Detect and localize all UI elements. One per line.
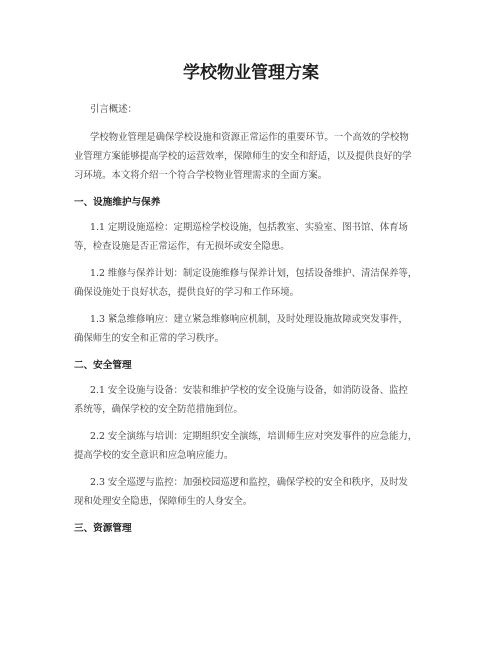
page-title: 学校物业管理方案 xyxy=(183,63,319,83)
paragraph-1-3: 1.3 紧急维修响应：建立紧急维修响应机制，及时处理设施故障或突发事件， 确保师生的安全和正常的学习秩序。 xyxy=(74,314,408,344)
section-heading-facilities: 一、设施维护与保养 xyxy=(74,197,161,208)
paragraph-2-2: 2.2 安全演练与培训：定期组织安全演练，培训师生应对突发事件的应急能力， 提高学校的安全意识和应急响应能力。 xyxy=(74,431,418,461)
paragraph-1-1: 1.1 定期设施巡检：定期巡检学校设施，包括教室、实验室、图书馆、体育场 等，检查设施是否正常运作，有无损坏或安全隐患。 xyxy=(74,222,408,252)
paragraph-2-3: 2.3 安全巡逻与监控：加强校园巡逻和监控，确保学校的安全和秩序，及时发 现和处理安全隐患，保障师生的人身安全。 xyxy=(74,477,408,507)
intro-label: 引言概述： xyxy=(90,104,137,115)
section-heading-resources: 三、资源管理 xyxy=(74,523,132,534)
document-body xyxy=(74,100,436,544)
intro-paragraph: 学校物业管理是确保学校设施和资源正常运作的重要环节。一个高效的学校物 业管理方案能够提高学校的运营效率，保障师生的安全和舒适，以及提供良好的学 习环境。本文将介绍一个符合学校物业管理需求的全面方案。 xyxy=(74,132,412,181)
paragraph-1-2: 1.2 维修与保养计划：制定设施维修与保养计划，包括设备维护、清洁保养等， 确保设施处于良好状态，提供良好的学习和工作环境。 xyxy=(74,268,418,298)
paragraph-2-1: 2.1 安全设施与设备：安装和维护学校的安全设施与设备，如消防设备、监控 系统等，确保学校的安全防范措施到位。 xyxy=(74,385,408,415)
section-heading-safety: 二、安全管理 xyxy=(74,360,132,371)
